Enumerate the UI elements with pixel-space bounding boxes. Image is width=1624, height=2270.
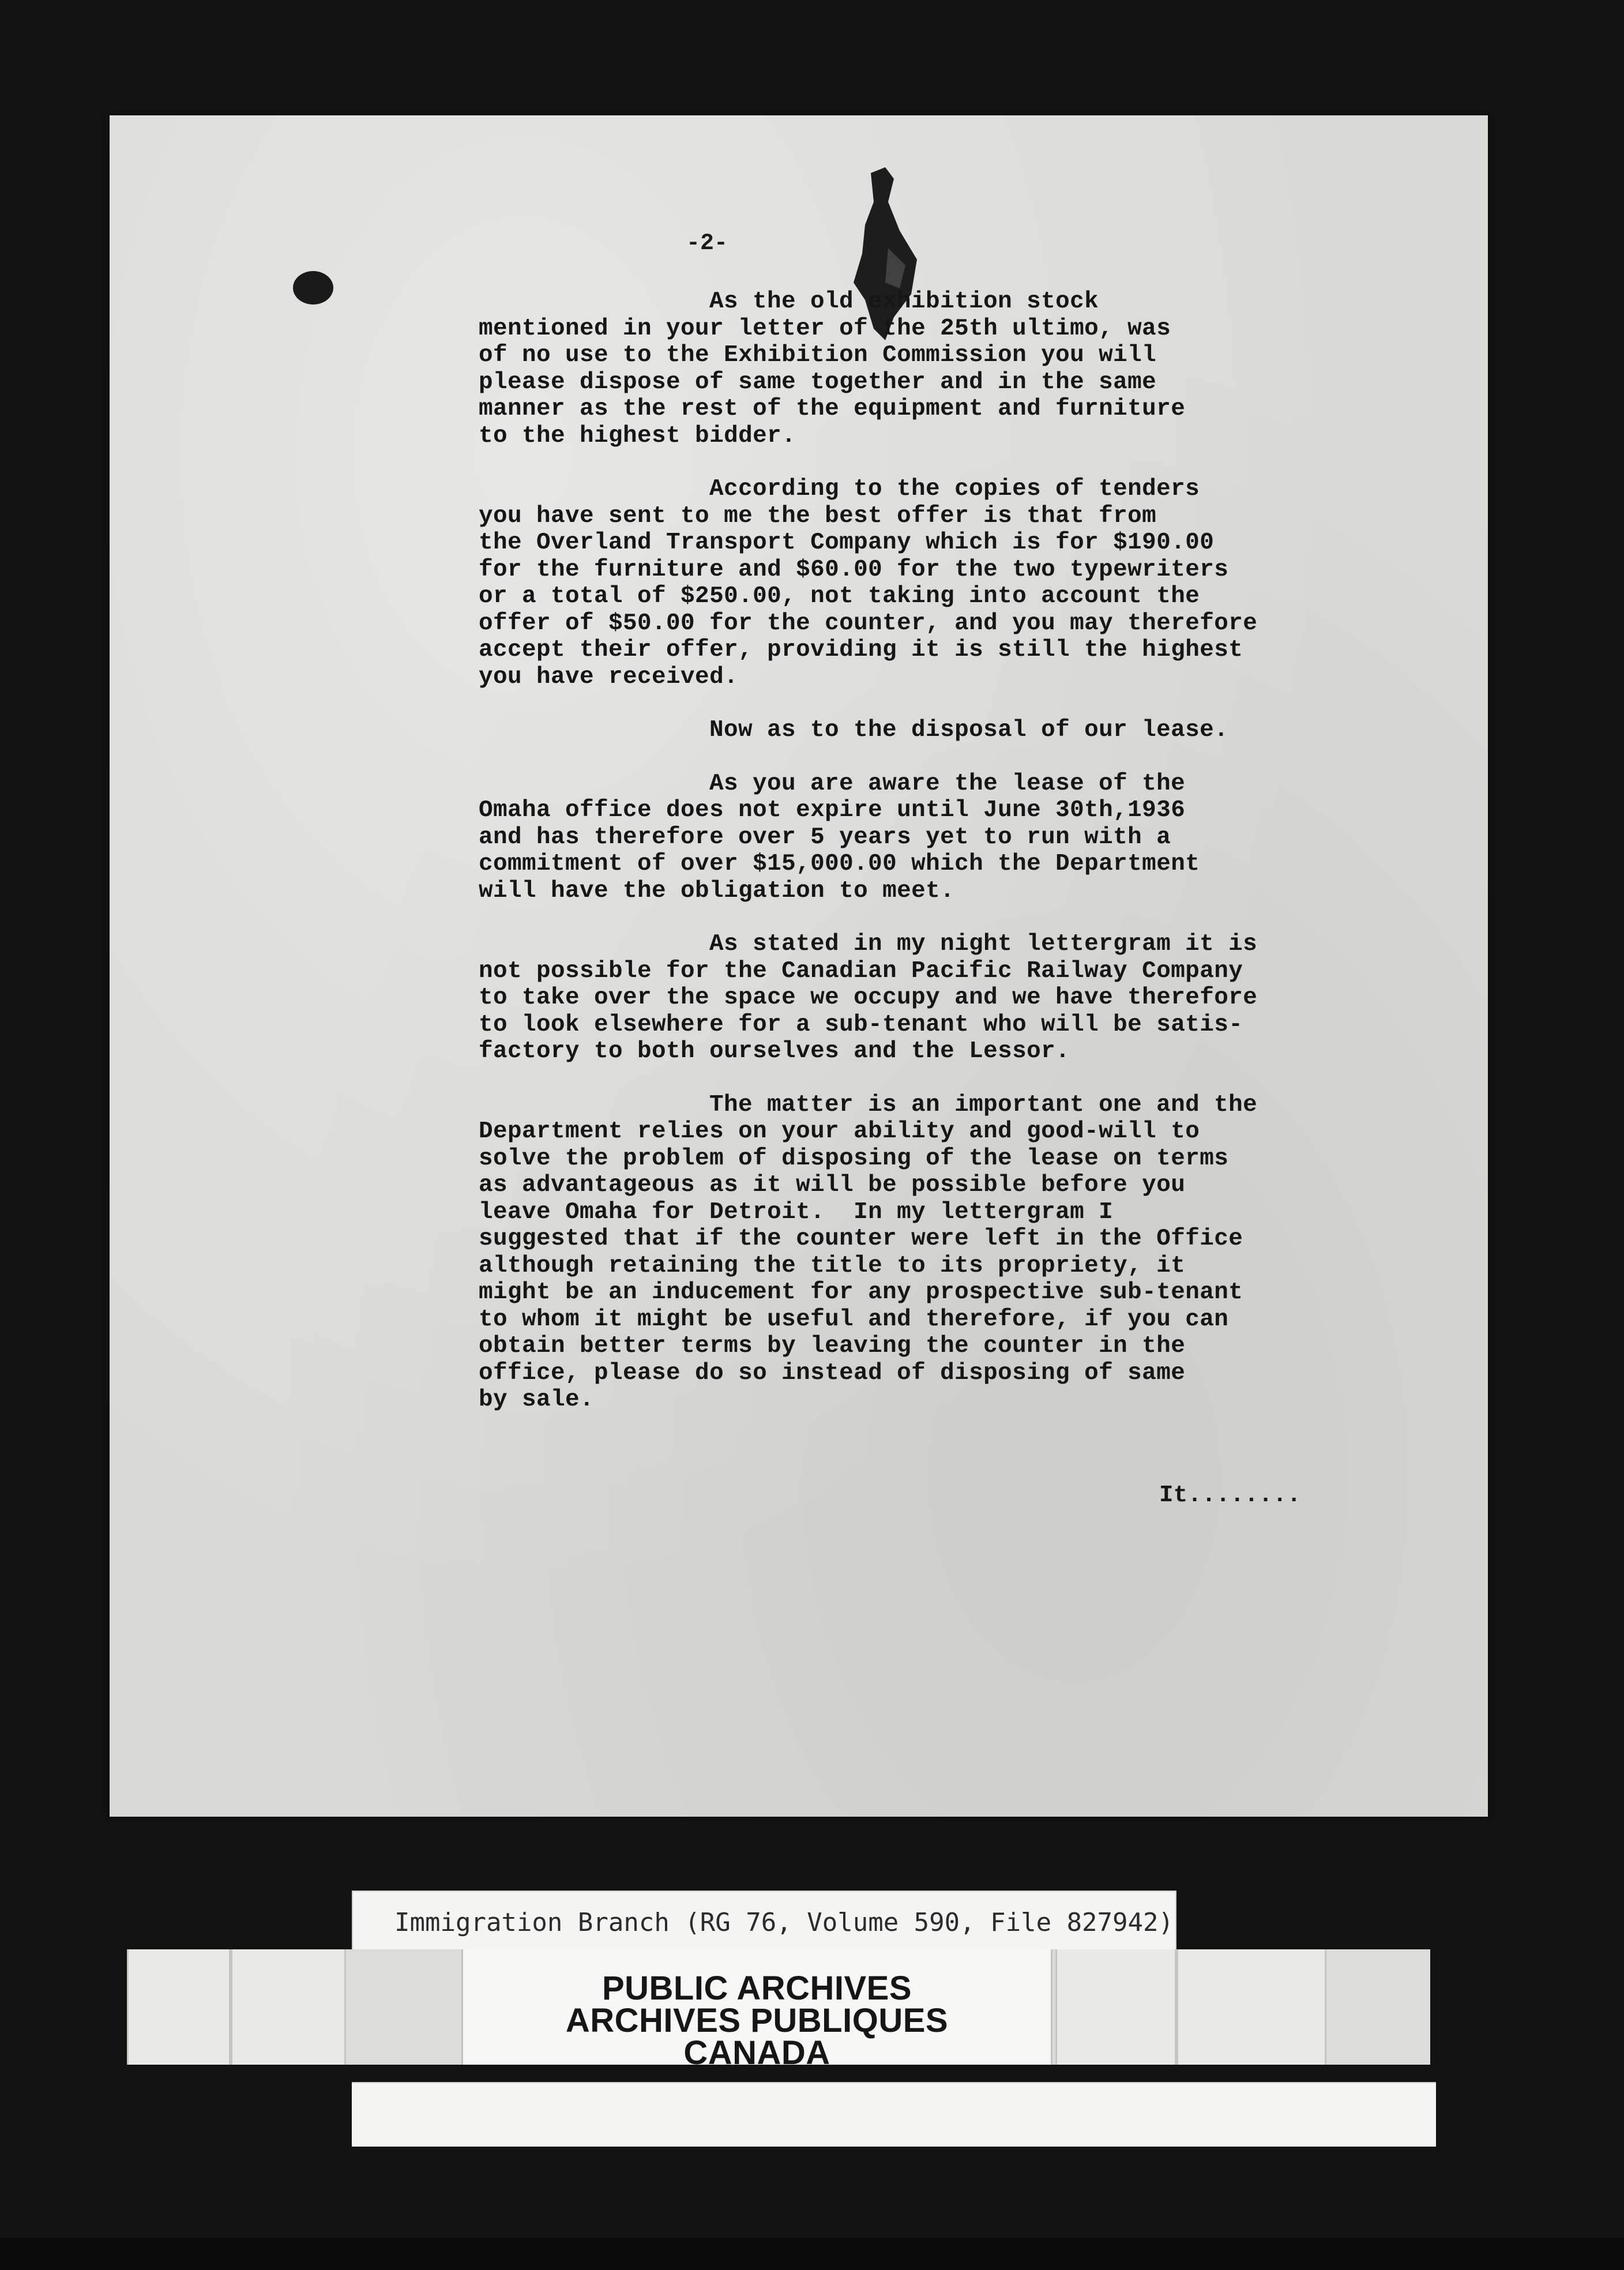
letter-line: as advantageous as it will be possible before you <box>479 1172 1186 1198</box>
letter-line: will have the obligation to meet. <box>479 877 955 904</box>
letter-line: According to the copies of tenders <box>709 476 1200 502</box>
continuation-marker: It........ <box>1159 1482 1302 1509</box>
letter-line: to whom it might be useful and therefore, if you can <box>479 1306 1229 1333</box>
letter-line: offer of $50.00 for the counter, and you may therefore <box>479 610 1258 637</box>
letter-line: manner as the rest of the equipment and furniture <box>479 396 1186 422</box>
letter-line: or a total of $250.00, not taking into account the <box>479 583 1200 610</box>
archive-reference-card <box>352 1891 1176 1955</box>
letter-line: Omaha office does not expire until June 30th,1936 <box>479 797 1186 824</box>
band-segment <box>127 1949 231 2065</box>
punch-hole <box>293 271 333 305</box>
stamp-line-2: ARCHIVES PUBLIQUES <box>565 2002 949 2039</box>
page-number: -2- <box>686 231 728 257</box>
letter-line: mentioned in your letter of the 25th ultimo, was <box>479 315 1171 342</box>
letter-page <box>110 115 1488 1817</box>
letter-line: and has therefore over 5 years yet to run with a <box>479 824 1171 851</box>
letter-line: you have received. <box>479 663 739 690</box>
public-archives-stamp <box>461 1949 1052 2072</box>
letter-line: to take over the space we occupy and we have therefore <box>479 984 1258 1011</box>
letter-line: suggested that if the counter were left in the Office <box>479 1226 1243 1252</box>
letter-line: by sale. <box>479 1386 595 1413</box>
letter-line: commitment of over $15,000.00 which the Department <box>479 851 1200 877</box>
letter-paragraph <box>479 288 1488 449</box>
letter-line: Department relies on your ability and good-will to <box>479 1118 1200 1145</box>
band-segment <box>1055 1949 1176 2065</box>
letter-line: for the furniture and $60.00 for the two typewriters <box>479 556 1229 583</box>
letter-line: although retaining the title to its propriety, it <box>479 1252 1186 1279</box>
letter-paragraph <box>479 717 1488 744</box>
stamp-line-1: PUBLIC ARCHIVES <box>602 1970 912 2007</box>
letter-line: As stated in my night lettergram it is <box>709 931 1258 957</box>
letter-line: you have sent to me the best offer is that from <box>479 502 1157 529</box>
letter-line: factory to both ourselves and the Lessor. <box>479 1038 1070 1065</box>
letter-line: to look elsewhere for a sub-tenant who will be satis- <box>479 1011 1243 1038</box>
letter-line: The matter is an important one and the <box>709 1091 1258 1118</box>
stamp-line-3: CANADA <box>683 2034 830 2072</box>
letter-line: not possible for the Canadian Pacific Railway Company <box>479 957 1243 984</box>
letter-paragraph <box>479 771 1488 905</box>
letter-line: As the old exhibition stock <box>709 288 1099 315</box>
band-segment <box>231 1949 346 2065</box>
letter-line: please dispose of same together and in the same <box>479 369 1157 396</box>
letter-line: accept their offer, providing it is still the highest <box>479 637 1243 663</box>
film-edge-strip <box>0 2238 1624 2270</box>
letter-line: leave Omaha for Detroit. In my lettergram I <box>479 1198 1114 1226</box>
letter-body <box>479 288 1488 1414</box>
letter-line: Now as to the disposal of our lease. <box>709 717 1229 743</box>
letter-line: obtain better terms by leaving the counter in the <box>479 1333 1186 1359</box>
letter-line: of no use to the Exhibition Commission you will <box>479 342 1157 369</box>
letter-line: As you are aware the lease of the <box>709 770 1186 797</box>
letter-line: to the highest bidder. <box>479 422 796 449</box>
letter-paragraph <box>479 1092 1488 1414</box>
letter-line: might be an inducement for any prospective sub-tenant <box>479 1279 1243 1306</box>
letter-line: the Overland Transport Company which is for $190.00 <box>479 529 1215 556</box>
letter-line: solve the problem of disposing of the lease on terms <box>479 1145 1229 1172</box>
letter-paragraph <box>479 931 1488 1065</box>
letter-line: office, please do so instead of disposing of same <box>479 1359 1186 1386</box>
band-segment <box>1176 1949 1326 2065</box>
archive-reference-text: Immigration Branch (RG 76, Volume 590, File 827942) <box>394 1908 1174 1937</box>
archive-lower-card <box>352 2082 1436 2147</box>
letter-paragraph <box>479 476 1488 690</box>
